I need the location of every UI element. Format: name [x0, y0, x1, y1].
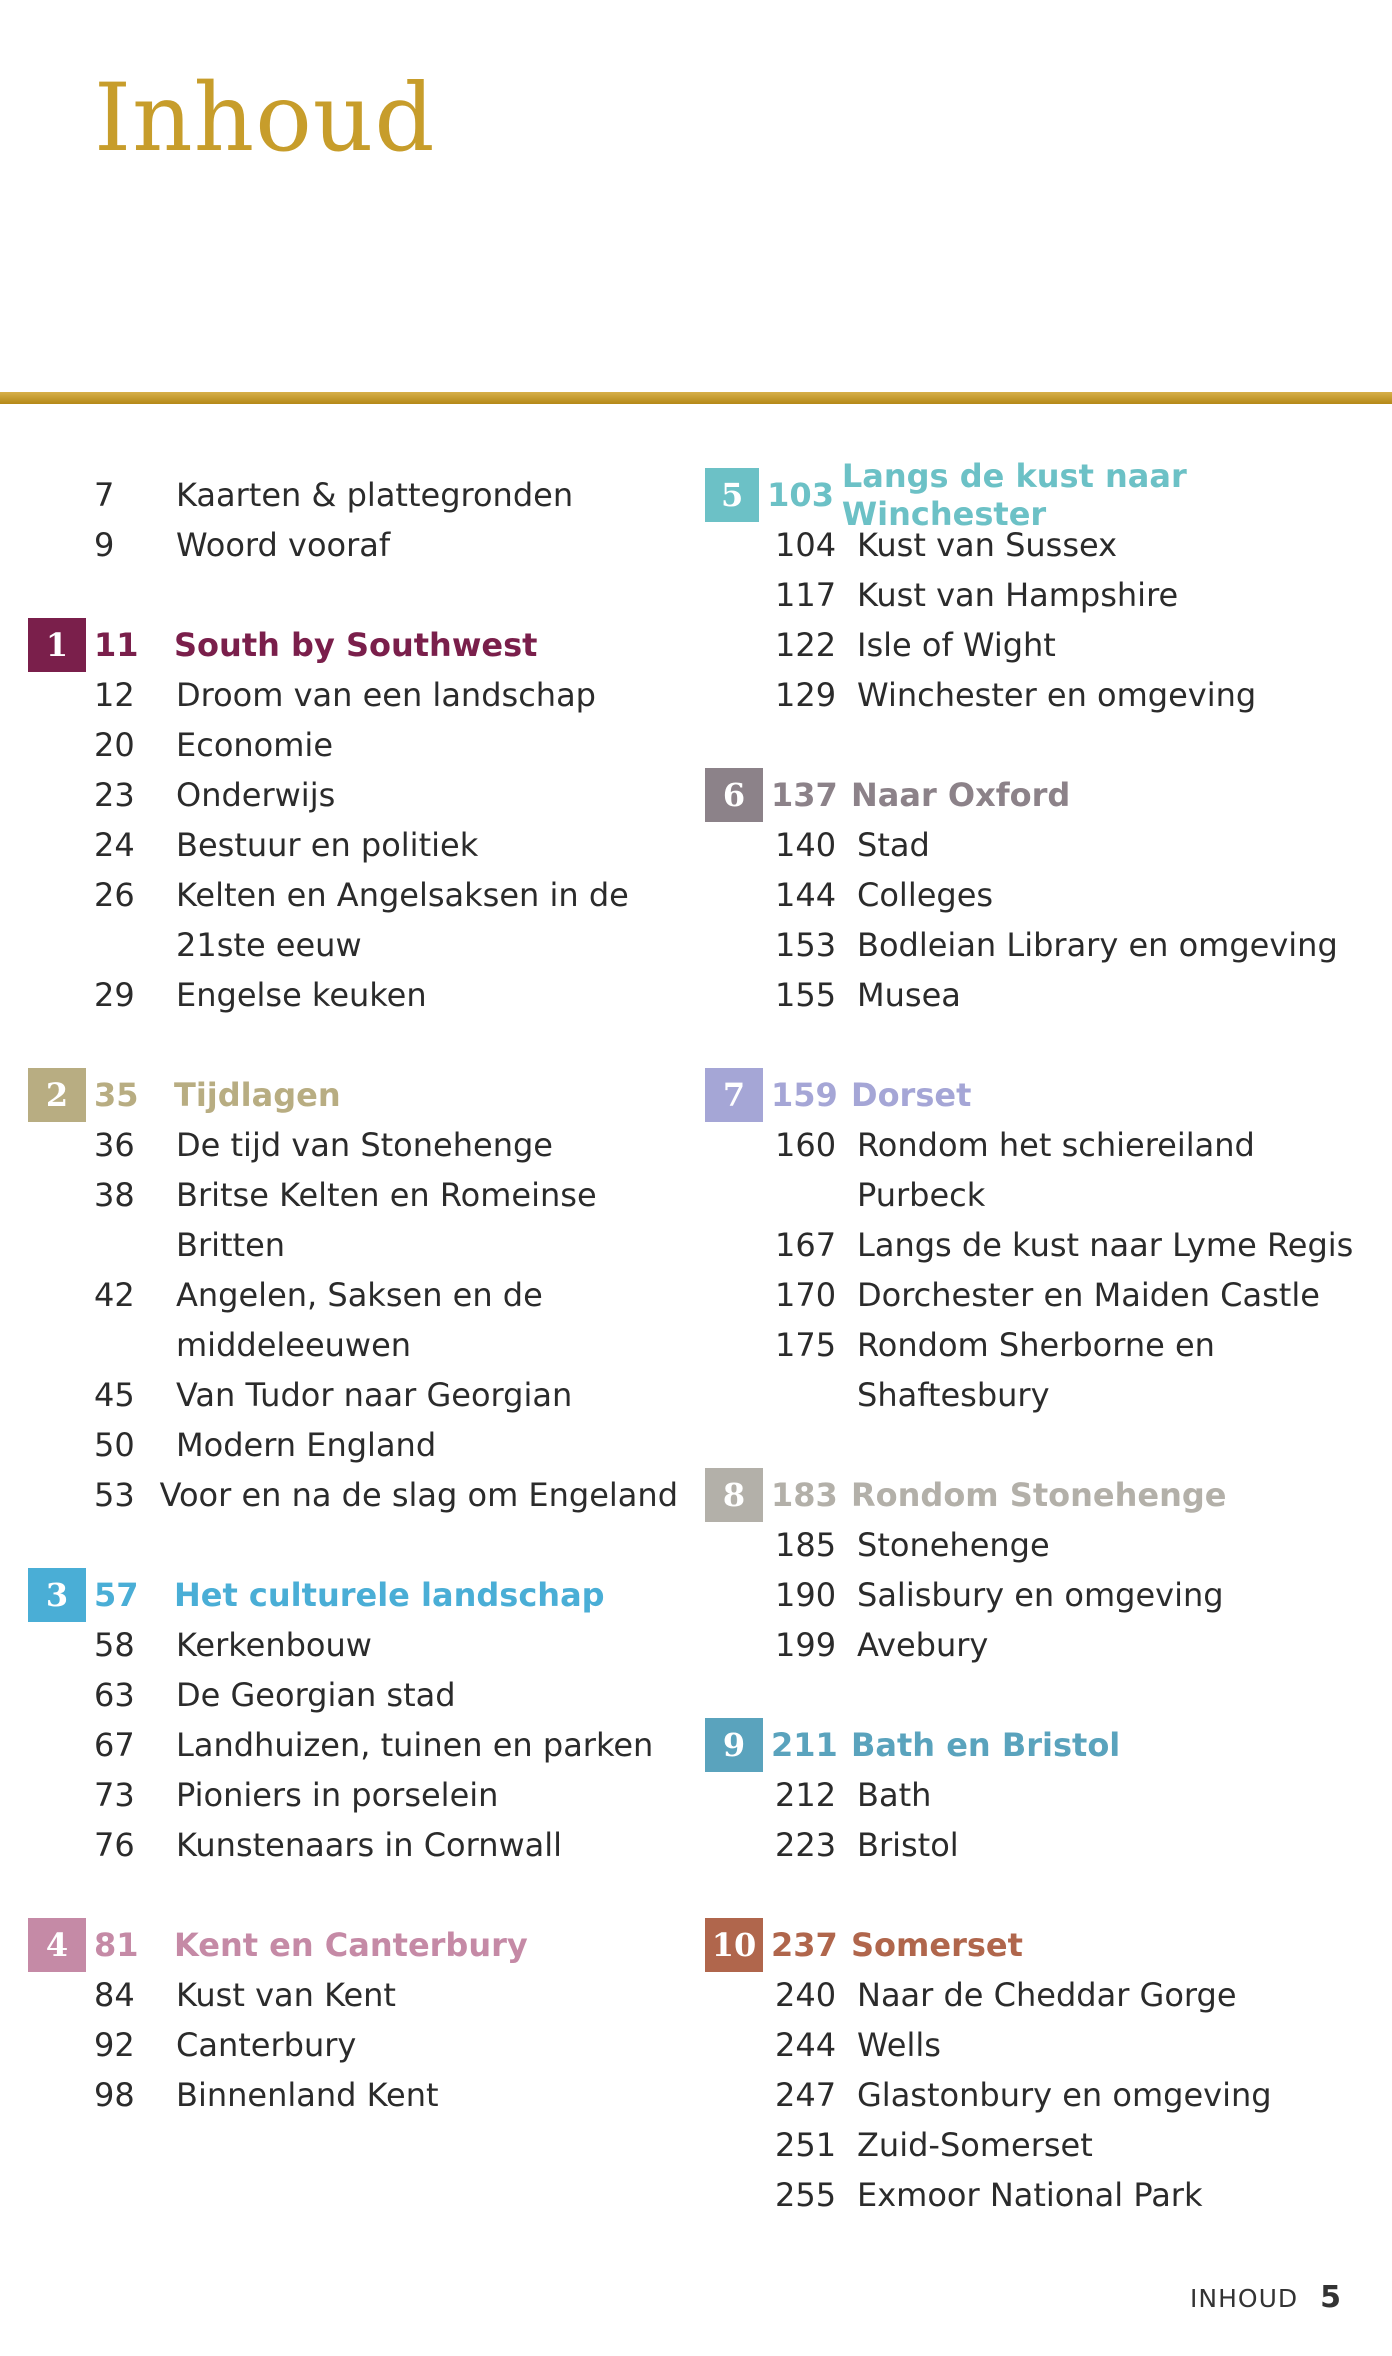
- entry-title-continued: 21ste eeuw: [176, 926, 362, 964]
- entry-page-number: 76: [94, 1826, 135, 1864]
- chapter-title: Langs de kust naar Winchester: [841, 457, 1187, 533]
- toc-entry[interactable]: [775, 1520, 1365, 1570]
- chapter-9: [705, 1720, 1365, 1870]
- page-footer: [1190, 2280, 1342, 2315]
- toc-entry[interactable]: [94, 1670, 678, 1720]
- entry-title: Rondom het schiereiland: [857, 1126, 1255, 1164]
- chapter-page-number: 35: [94, 1076, 139, 1114]
- chapter-number-badge: 7: [705, 1068, 763, 1122]
- entry-title: Exmoor National Park: [857, 2176, 1203, 2214]
- chapter-heading[interactable]: [705, 457, 1365, 533]
- toc-entry[interactable]: [775, 670, 1365, 720]
- toc-entry[interactable]: [94, 1120, 678, 1170]
- entry-title: Kust van Hampshire: [857, 576, 1179, 614]
- entry-title: Langs de kust naar Lyme Regis: [857, 1226, 1354, 1264]
- toc-entry[interactable]: [775, 2170, 1365, 2220]
- page-title: Inhoud: [94, 64, 436, 173]
- chapter-page-number: 81: [94, 1926, 139, 1964]
- chapter-title: Bath en Bristol: [851, 1726, 1121, 1764]
- toc-entry[interactable]: [94, 820, 678, 870]
- toc-entry[interactable]: [94, 520, 678, 570]
- toc-right-column: [705, 457, 1365, 2220]
- chapter-title: Rondom Stonehenge: [851, 1476, 1227, 1514]
- entry-page-number: 98: [94, 2076, 135, 2114]
- chapter-page-number: 183: [771, 1476, 838, 1514]
- intro-block: [28, 470, 678, 570]
- toc-entry[interactable]: [775, 2020, 1365, 2070]
- chapter-heading[interactable]: [705, 1720, 1365, 1770]
- chapter-7: [705, 1070, 1365, 1420]
- chapter-title: Somerset: [851, 1926, 1023, 1964]
- toc-entry[interactable]: [775, 970, 1365, 1020]
- entry-page-number: 20: [94, 726, 135, 764]
- entry-title-continued: Purbeck: [857, 1176, 986, 1214]
- toc-entry[interactable]: [775, 620, 1365, 670]
- entry-title: Winchester en omgeving: [857, 676, 1257, 714]
- entry-title-continued: middeleeuwen: [176, 1326, 412, 1364]
- entry-title: Kust van Kent: [176, 1976, 396, 2014]
- entry-page-number: 144: [775, 876, 837, 914]
- toc-entry[interactable]: [94, 1720, 678, 1770]
- chapter-items: [28, 1120, 678, 1520]
- entry-page-number: 29: [94, 976, 135, 1014]
- entry-page-number: 170: [775, 1276, 837, 1314]
- toc-entry[interactable]: [94, 1270, 678, 1320]
- entry-page-number: 122: [775, 626, 837, 664]
- entry-page-number: 50: [94, 1426, 135, 1464]
- chapter-number-badge: 5: [705, 468, 759, 522]
- chapter-heading[interactable]: [705, 770, 1365, 820]
- chapter-heading[interactable]: [28, 1070, 678, 1120]
- entry-title: Pioniers in porselein: [176, 1776, 499, 1814]
- entry-title: Droom van een landschap: [176, 676, 596, 714]
- chapter-items: [705, 1120, 1365, 1420]
- entry-page-number: 240: [775, 1976, 837, 2014]
- chapter-title: Tijdlagen: [174, 1076, 341, 1114]
- chapter-5: [705, 457, 1365, 720]
- entry-title: Kunstenaars in Cornwall: [176, 1826, 563, 1864]
- toc-entry[interactable]: [94, 670, 678, 720]
- toc-entry[interactable]: [94, 970, 678, 1020]
- entry-page-number: 104: [775, 526, 837, 564]
- entry-title: Voor en na de slag om Engeland: [159, 1476, 678, 1514]
- entry-title: Isle of Wight: [857, 626, 1056, 664]
- entry-page-number: 9: [94, 526, 115, 564]
- entry-title: Dorchester en Maiden Castle: [857, 1276, 1320, 1314]
- entry-page-number: 129: [775, 676, 837, 714]
- entry-page-number: 153: [775, 926, 837, 964]
- entry-title: De tijd van Stonehenge: [176, 1126, 553, 1164]
- toc-entry[interactable]: [775, 1570, 1365, 1620]
- chapter-page-number: 237: [771, 1926, 838, 1964]
- chapter-items: [705, 1770, 1365, 1870]
- entry-page-number: 175: [775, 1326, 837, 1364]
- entry-title: Musea: [857, 976, 961, 1014]
- toc-entry[interactable]: [94, 1170, 678, 1220]
- toc-entry[interactable]: [94, 720, 678, 770]
- entry-title: Naar de Cheddar Gorge: [857, 1976, 1237, 2014]
- toc-entry[interactable]: [94, 2020, 678, 2070]
- chapter-10: [705, 1920, 1365, 2220]
- toc-entry[interactable]: [94, 1970, 678, 2020]
- entry-title: Canterbury: [176, 2026, 357, 2064]
- toc-entry[interactable]: [94, 1420, 678, 1470]
- chapter-title: Dorset: [851, 1076, 972, 1114]
- footer-label: INHOUD: [1190, 2284, 1299, 2313]
- entry-page-number: 185: [775, 1526, 837, 1564]
- entry-page-number: 251: [775, 2126, 837, 2164]
- entry-title: Colleges: [857, 876, 994, 914]
- entry-page-number: 167: [775, 1226, 837, 1264]
- entry-page-number: 190: [775, 1576, 837, 1614]
- toc-entry[interactable]: [94, 870, 678, 920]
- entry-page-number: 140: [775, 826, 837, 864]
- chapter-items: [28, 1620, 678, 1870]
- entry-title: De Georgian stad: [176, 1676, 456, 1714]
- entry-title: Bestuur en politiek: [176, 826, 479, 864]
- entry-page-number: 36: [94, 1126, 135, 1164]
- entry-title: Wells: [857, 2026, 941, 2064]
- chapter-title: Het culturele landschap: [174, 1576, 605, 1614]
- toc-entry[interactable]: [775, 570, 1365, 620]
- toc-entry[interactable]: [775, 920, 1365, 970]
- chapter-items: [705, 1970, 1365, 2220]
- entry-page-number: 58: [94, 1626, 135, 1664]
- chapter-page-number: 57: [94, 1576, 139, 1614]
- chapter-number-badge: 4: [28, 1918, 86, 1972]
- entry-page-number: 255: [775, 2176, 837, 2214]
- entry-title: Rondom Sherborne en: [857, 1326, 1215, 1364]
- entry-page-number: 92: [94, 2026, 135, 2064]
- toc-entry[interactable]: [775, 1120, 1365, 1170]
- toc-entry[interactable]: [94, 770, 678, 820]
- toc-entry[interactable]: [775, 870, 1365, 920]
- chapter-heading[interactable]: [28, 1920, 678, 1970]
- entry-page-number: 247: [775, 2076, 837, 2114]
- entry-title: Salisbury en omgeving: [857, 1576, 1224, 1614]
- entry-title: Kelten en Angelsaksen in de: [176, 876, 629, 914]
- entry-title: Binnenland Kent: [176, 2076, 439, 2114]
- toc-entry[interactable]: [775, 1820, 1365, 1870]
- chapter-page-number: 137: [771, 776, 838, 814]
- toc-entry[interactable]: [94, 2070, 678, 2120]
- entry-page-number: 117: [775, 576, 837, 614]
- chapter-3: [28, 1570, 678, 1870]
- toc-entry[interactable]: [775, 1620, 1365, 1670]
- chapter-items: [28, 670, 678, 1020]
- chapter-page-number: 211: [771, 1726, 838, 1764]
- entry-page-number: 42: [94, 1276, 135, 1314]
- entry-title: Van Tudor naar Georgian: [176, 1376, 573, 1414]
- chapter-items: [705, 520, 1365, 720]
- entry-page-number: 63: [94, 1676, 135, 1714]
- toc-entry[interactable]: [94, 1820, 678, 1870]
- toc-entry[interactable]: [775, 1220, 1365, 1270]
- entry-title: Modern England: [176, 1426, 437, 1464]
- chapter-number-badge: 9: [705, 1718, 763, 1772]
- entry-page-number: 45: [94, 1376, 135, 1414]
- chapter-title: South by Southwest: [174, 626, 538, 664]
- toc-entry[interactable]: [94, 470, 678, 520]
- entry-title: Zuid-Somerset: [857, 2126, 1093, 2164]
- toc-entry[interactable]: [94, 1620, 678, 1670]
- entry-title: Kust van Sussex: [857, 526, 1118, 564]
- entry-title: Bristol: [857, 1826, 959, 1864]
- entry-title: Stad: [857, 826, 930, 864]
- chapter-4: [28, 1920, 678, 2120]
- chapter-page-number: 103: [767, 476, 834, 514]
- chapter-items: [705, 820, 1365, 1020]
- entry-page-number: 223: [775, 1826, 837, 1864]
- entry-title: Kerkenbouw: [176, 1626, 372, 1664]
- toc-entry[interactable]: [775, 2120, 1365, 2170]
- chapter-heading[interactable]: [28, 1570, 678, 1620]
- entry-title: Engelse keuken: [176, 976, 427, 1014]
- entry-title: Stonehenge: [857, 1526, 1050, 1564]
- chapter-1: [28, 620, 678, 1020]
- chapter-page-number: 11: [94, 626, 139, 664]
- chapter-heading[interactable]: [705, 1070, 1365, 1120]
- chapter-number-badge: 2: [28, 1068, 86, 1122]
- toc-entry[interactable]: [94, 1470, 678, 1520]
- footer-page-number: 5: [1320, 2280, 1342, 2315]
- chapter-title: Naar Oxford: [851, 776, 1071, 814]
- entry-page-number: 12: [94, 676, 135, 714]
- entry-page-number: 199: [775, 1626, 837, 1664]
- chapter-items: [28, 1970, 678, 2120]
- toc-entry[interactable]: [775, 1320, 1365, 1370]
- entry-page-number: 244: [775, 2026, 837, 2064]
- chapter-2: [28, 1070, 678, 1520]
- chapter-number-badge: 8: [705, 1468, 763, 1522]
- entry-page-number: 67: [94, 1726, 135, 1764]
- toc-left-column: [28, 470, 678, 2120]
- toc-entry[interactable]: [94, 1370, 678, 1420]
- entry-title: Glastonbury en omgeving: [857, 2076, 1272, 2114]
- entry-title: Landhuizen, tuinen en parken: [176, 1726, 654, 1764]
- chapter-title: Kent en Canterbury: [174, 1926, 528, 1964]
- entry-title: Kaarten & plattegronden: [176, 476, 574, 514]
- entry-page-number: 73: [94, 1776, 135, 1814]
- toc-entry[interactable]: [94, 1770, 678, 1820]
- entry-page-number: 26: [94, 876, 135, 914]
- chapter-number-badge: 1: [28, 618, 86, 672]
- entry-page-number: 23: [94, 776, 135, 814]
- chapter-number-badge: 10: [705, 1918, 763, 1972]
- entry-page-number: 155: [775, 976, 837, 1014]
- entry-page-number: 84: [94, 1976, 135, 2014]
- entry-title-continued: Britten: [176, 1226, 286, 1264]
- chapter-heading[interactable]: [28, 620, 678, 670]
- entry-page-number: 53: [94, 1476, 135, 1514]
- entry-page-number: 212: [775, 1776, 837, 1814]
- chapter-6: [705, 770, 1365, 1020]
- chapter-page-number: 159: [771, 1076, 838, 1114]
- header-rule: [0, 392, 1392, 404]
- chapter-heading[interactable]: [705, 1470, 1365, 1520]
- entry-title-continued: Shaftesbury: [857, 1376, 1050, 1414]
- toc-entry[interactable]: [775, 820, 1365, 870]
- toc-entry[interactable]: [775, 1270, 1365, 1320]
- entry-title: Bath: [857, 1776, 932, 1814]
- chapter-items: [705, 1520, 1365, 1670]
- entry-page-number: 160: [775, 1126, 837, 1164]
- entry-title: Britse Kelten en Romeinse: [176, 1176, 597, 1214]
- entry-page-number: 7: [94, 476, 115, 514]
- entry-title: Onderwijs: [176, 776, 336, 814]
- entry-page-number: 24: [94, 826, 135, 864]
- entry-title: Bodleian Library en omgeving: [857, 926, 1338, 964]
- chapter-heading[interactable]: [705, 1920, 1365, 1970]
- entry-title: Avebury: [857, 1626, 989, 1664]
- toc-entry[interactable]: [775, 1970, 1365, 2020]
- chapter-number-badge: 3: [28, 1568, 86, 1622]
- entry-title: Angelen, Saksen en de: [176, 1276, 543, 1314]
- chapter-number-badge: 6: [705, 768, 763, 822]
- toc-entry[interactable]: [775, 2070, 1365, 2120]
- toc-entry[interactable]: [775, 1770, 1365, 1820]
- chapter-8: [705, 1470, 1365, 1670]
- entry-page-number: 38: [94, 1176, 135, 1214]
- entry-title: Woord vooraf: [176, 526, 391, 564]
- entry-title: Economie: [176, 726, 333, 764]
